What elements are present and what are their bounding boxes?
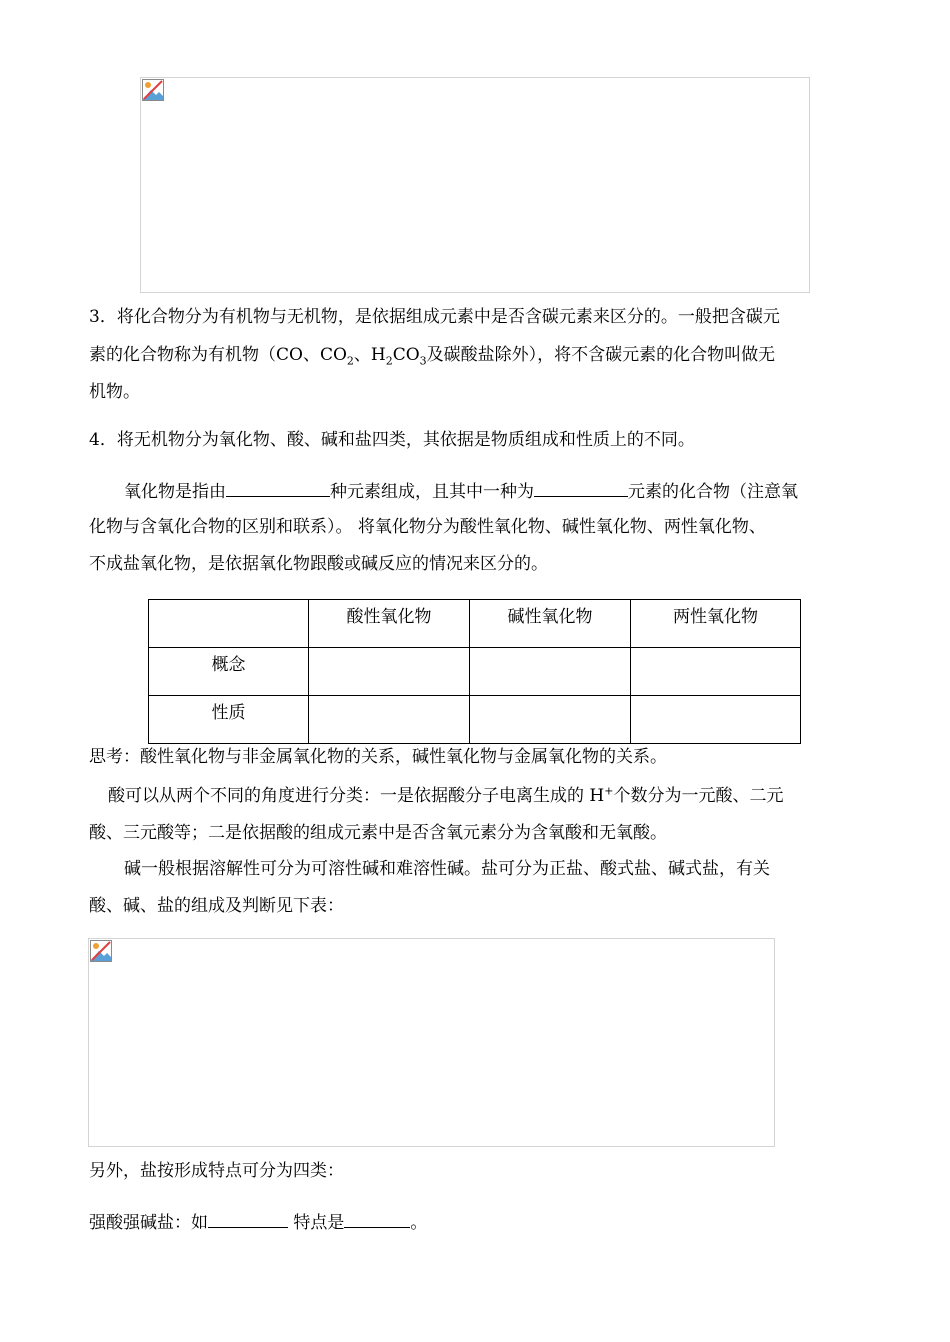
- para3-line2: [89, 345, 776, 368]
- table-header-cell: 酸性氧化物: [309, 600, 470, 648]
- acid-line2: 酸、三元酸等；二是依据酸的组成元素中是否含氧元素分为含氧酸和无氧酸。: [89, 823, 667, 843]
- table-cell: [309, 696, 470, 744]
- strong-salt-a: 强酸强碱盐：如: [89, 1213, 208, 1233]
- table-row: [149, 648, 801, 696]
- acid-text-a: 酸可以从两个不同的角度进行分类：一是依据酸分子电离生成的 H: [108, 786, 605, 806]
- table-row-label: 性质: [149, 696, 309, 744]
- base-line1: 碱一般根据溶解性可分为可溶性碱和难溶性碱。盐可分为正盐、酸式盐、碱式盐，有关: [124, 859, 770, 879]
- subscript: 3: [419, 354, 427, 368]
- acid-text-b: 个数分为一元酸、二元: [613, 786, 784, 806]
- oxide-text-c: 元素的化合物（注意氧: [628, 482, 798, 502]
- base-line2: 酸、碱、盐的组成及判断见下表：: [89, 896, 344, 916]
- table-cell: [470, 648, 631, 696]
- image-placeholder-bottom: [88, 938, 775, 1147]
- table-cell: [470, 696, 631, 744]
- salt-intro: 另外，盐按形成特点可分为四类：: [89, 1161, 344, 1181]
- table-row-label: 概念: [149, 648, 309, 696]
- para3-line2-a: 素的化合物称为有机物（CO、CO: [89, 345, 347, 365]
- superscript: +: [604, 784, 614, 798]
- blank-example: [208, 1210, 288, 1228]
- table-header-row: [149, 600, 801, 648]
- oxide-table: [148, 599, 801, 744]
- strong-salt-c: 。: [410, 1213, 428, 1233]
- blank-element-name: [534, 479, 628, 497]
- table-cell: [631, 696, 801, 744]
- para3-line3: 机物。: [89, 382, 140, 402]
- table-row: [149, 696, 801, 744]
- table-cell: [309, 648, 470, 696]
- table-cell: [631, 648, 801, 696]
- table-header-cell: [149, 600, 309, 648]
- strong-salt-line: [89, 1210, 427, 1233]
- acid-line1: [108, 786, 783, 806]
- oxide-line3: 不成盐氧化物，是依据氧化物跟酸或碱反应的情况来区分的。: [89, 554, 548, 574]
- blank-element-count: [226, 479, 330, 497]
- para4: 4．将无机物分为氧化物、酸、碱和盐四类，其依据是物质组成和性质上的不同。: [89, 430, 695, 450]
- oxide-text-a: 氧化物是指由: [124, 482, 226, 502]
- blank-feature: [344, 1210, 410, 1228]
- oxide-line1: [124, 479, 798, 502]
- think-line: 思考：酸性氧化物与非金属氧化物的关系，碱性氧化物与金属氧化物的关系。: [89, 747, 667, 767]
- broken-image-icon: [142, 79, 164, 101]
- oxide-line2: 化物与含氧化合物的区别和联系）。 将氧化物分为酸性氧化物、碱性氧化物、两性氧化物、: [89, 517, 766, 537]
- subscript: 2: [346, 354, 354, 368]
- para3-line1: 3．将化合物分为有机物与无机物，是依据组成元素中是否含碳元素来区分的。一般把含碳元: [89, 307, 780, 327]
- image-placeholder-top: [140, 77, 810, 293]
- table-header-cell: 两性氧化物: [631, 600, 801, 648]
- para3-line2-c: CO: [392, 345, 420, 365]
- strong-salt-b: 特点是: [288, 1213, 345, 1233]
- para3-line2-d: 及碳酸盐除外），将不含碳元素的化合物叫做无: [426, 345, 776, 365]
- oxide-text-b: 种元素组成，且其中一种为: [330, 482, 534, 502]
- subscript: 2: [385, 354, 393, 368]
- broken-image-icon: [90, 940, 112, 962]
- para3-line2-b: 、H: [353, 345, 386, 365]
- table-header-cell: 碱性氧化物: [470, 600, 631, 648]
